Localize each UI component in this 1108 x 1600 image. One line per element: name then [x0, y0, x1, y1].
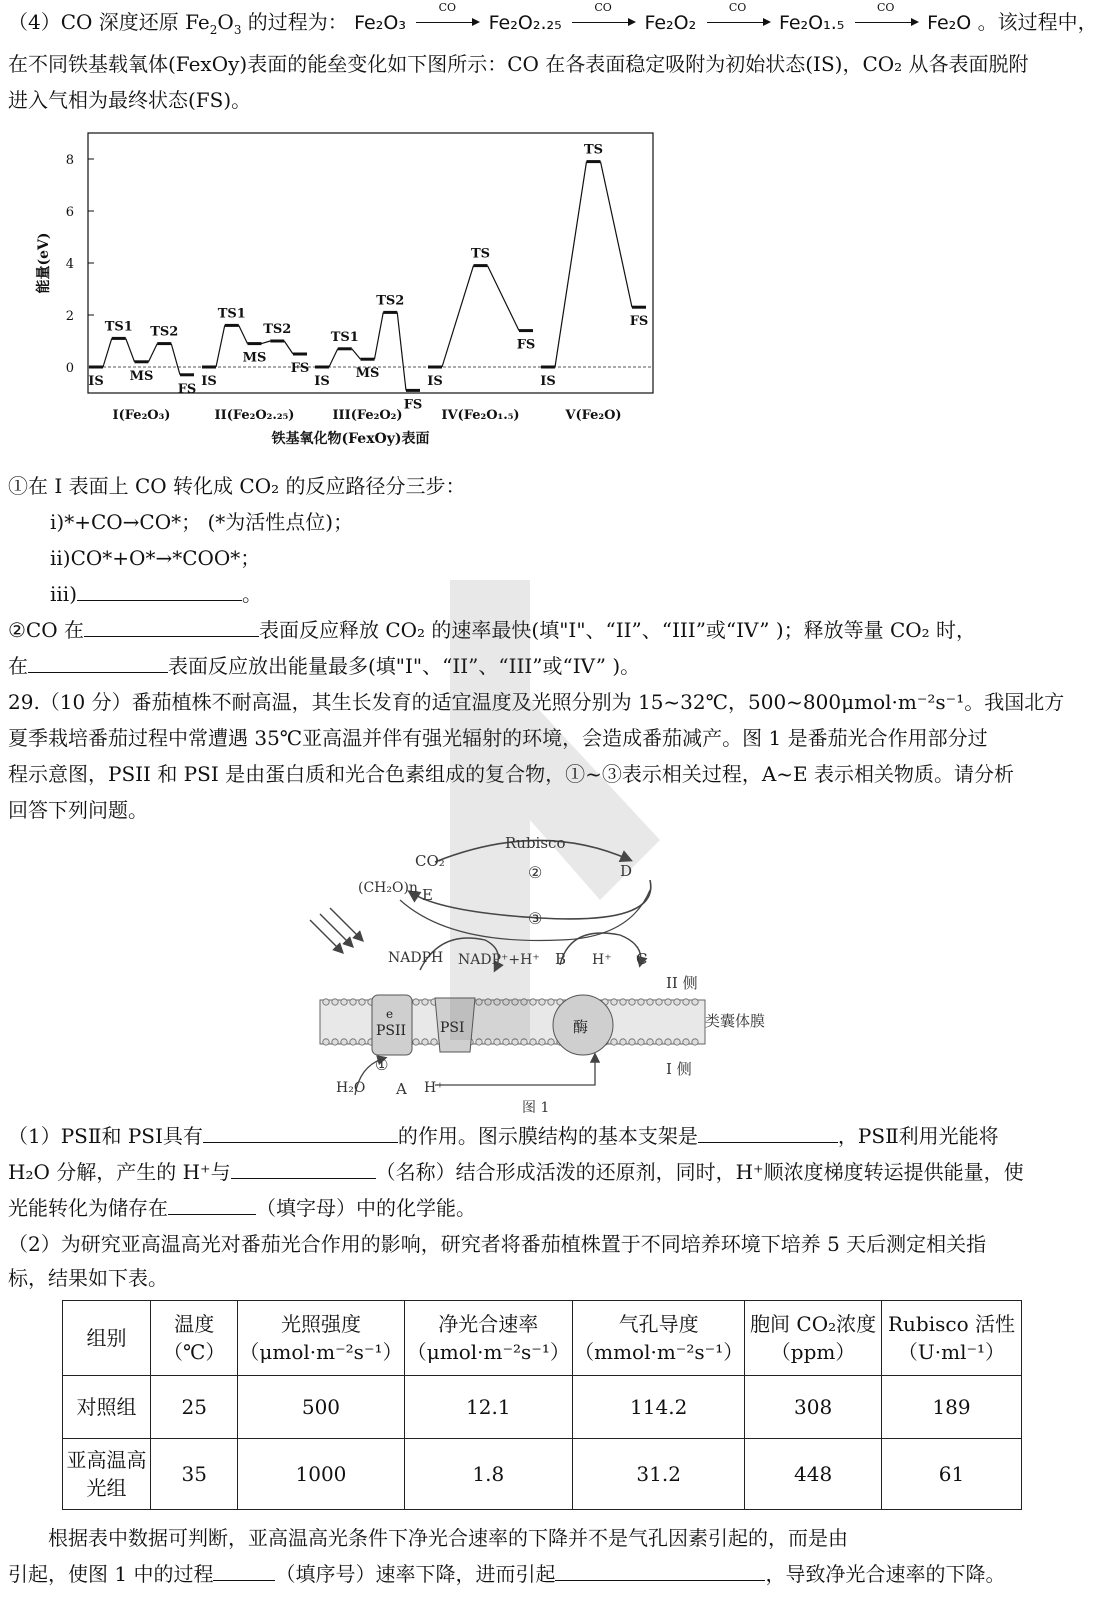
process-1-label: ① [375, 1056, 389, 1074]
y-tick-label: 4 [65, 257, 74, 272]
table-row: 亚高温高光组 35 1000 1.8 31.2 448 61 [63, 1439, 1022, 1510]
state-label: TS1 [104, 319, 133, 335]
energy-path-segment [488, 266, 520, 331]
lipid-head [548, 999, 554, 1005]
lipid-head [413, 1039, 419, 1045]
h2o-label: H₂O [336, 1080, 366, 1096]
header-rubisco: Rubisco 活性（U·ml⁻¹） [881, 1301, 1021, 1376]
energy-path-segment [126, 338, 135, 361]
answer-blank-membrane-frame[interactable] [698, 1122, 838, 1143]
lipid-head [359, 999, 365, 1005]
x-category-label: V(Fe₂O) [565, 408, 622, 423]
lipid-head [512, 1039, 518, 1045]
state-label: TS1 [330, 329, 359, 345]
x-category-label: II(Fe₂O₂.₂₅) [214, 408, 295, 423]
state-label: FS [629, 314, 649, 330]
answer-blank-result[interactable] [555, 1560, 765, 1581]
lipid-head [656, 1039, 662, 1045]
lipid-head [485, 1039, 491, 1045]
energy-path-segment [239, 325, 248, 343]
energy-path-segment [262, 341, 271, 344]
lipid-head [476, 1039, 482, 1045]
energy-path-segment [171, 344, 180, 375]
energy-path-segment [103, 338, 112, 367]
chain-fe2o3: Fe₂O₃ [354, 12, 406, 34]
lipid-head [665, 1039, 671, 1045]
lipid-head [674, 999, 680, 1005]
energy-path-segment [284, 341, 293, 354]
q1-line2: H₂O 分解，产生的 H⁺与 （名称）结合形成活泼的还原剂，同时，H⁺顺浓度梯度转运提供能量，使 [8, 1160, 1024, 1184]
a-label: A [396, 1080, 407, 1098]
side-ii-label: II 侧 [666, 974, 698, 992]
lipid-head [512, 999, 518, 1005]
lipid-head [350, 999, 356, 1005]
answer-blank-step3[interactable] [77, 580, 242, 601]
lipid-head [323, 999, 329, 1005]
q29-line2: 夏季栽培番茄过程中常遭遇 35℃亚高温并伴有强光辐射的环境，会造成番茄减产。图 1 是番茄光合作用部分过 [8, 726, 988, 750]
lipid-head [620, 999, 626, 1005]
lipid-head [674, 1039, 680, 1045]
plot-frame [88, 133, 653, 393]
lipid-head [332, 999, 338, 1005]
state-label: FS [516, 337, 536, 353]
state-label: TS2 [376, 293, 405, 309]
energy-path-segment [555, 162, 587, 367]
q4-step-1: i)*+CO→CO*； (*为活性点位)； [50, 510, 354, 534]
y-tick-label: 0 [65, 361, 74, 376]
b-label: B [555, 950, 567, 968]
lipid-head [494, 1039, 500, 1045]
rubisco-label: Rubisco [505, 834, 566, 852]
header-temp: 温度（℃） [151, 1301, 238, 1376]
lipid-head [503, 1039, 509, 1045]
co2-label: CO₂ [415, 852, 445, 870]
energy-path-segment [149, 344, 158, 362]
lipid-head [350, 1039, 356, 1045]
energy-path-segment [601, 162, 633, 308]
lipid-head [485, 999, 491, 1005]
x-category-label: I(Fe₂O₃) [112, 408, 171, 423]
lipid-head [431, 1039, 437, 1045]
lipid-head [539, 999, 545, 1005]
q4-step-2: ii)CO*+O*→*COO*； [50, 546, 261, 570]
header-stomata: 气孔导度（mmol·m⁻²s⁻¹） [573, 1301, 745, 1376]
lipid-head [611, 999, 617, 1005]
header-light: 光照强度（μmol·m⁻²s⁻¹） [238, 1301, 404, 1376]
chain-fe2o2: Fe₂O₂ [644, 12, 697, 34]
process-2-label: ② [528, 863, 543, 882]
lipid-head [539, 1039, 545, 1045]
tail-line1: 根据表中数据可判断，亚高温高光条件下净光合速率的下降并不是气孔因素引起的，而是由 [48, 1526, 848, 1550]
hplus-label: H⁺ [424, 1080, 444, 1096]
state-label: IS [88, 374, 104, 389]
chain-fe2o: Fe₂O [927, 12, 972, 34]
membrane-label: 类囊体膜 [705, 1012, 766, 1030]
lipid-head [620, 1039, 626, 1045]
state-label: TS2 [263, 322, 292, 337]
lipid-head [665, 999, 671, 1005]
energy-path-segment [216, 325, 225, 367]
lipid-head [692, 999, 698, 1005]
lipid-head [494, 999, 500, 1005]
energy-barrier-chart [30, 125, 670, 465]
lipid-head [647, 1039, 653, 1045]
lipid-head [503, 999, 509, 1005]
chain-fe2o15: Fe₂O₁.₅ [778, 12, 845, 34]
q4-intro-end: 。该过程中， [977, 10, 1098, 34]
state-label: MS [129, 368, 154, 384]
answer-blank-ps-function[interactable] [203, 1122, 398, 1143]
state-label: FS [290, 361, 310, 376]
lipid-head [629, 999, 635, 1005]
lipid-head [647, 999, 653, 1005]
q4-sub-1: ①在 I 表面上 CO 转化成 CO₂ 的反应路径分三步： [8, 474, 466, 498]
lipid-head [341, 1039, 347, 1045]
lipid-head [521, 1039, 527, 1045]
state-label: TS [583, 142, 604, 158]
table-header-row [63, 1301, 1022, 1376]
enzyme-label: 酶 [573, 1018, 589, 1036]
state-label: FS [177, 381, 197, 397]
x-category-label: III(Fe₂O₂) [332, 408, 403, 423]
x-category-label: IV(Fe₂O₁.₅) [441, 408, 520, 423]
energy-path-segment [442, 266, 474, 367]
d-label: D [620, 862, 633, 880]
photosynthesis-diagram [300, 830, 800, 1120]
y-axis-label: 能量(eV) [36, 232, 52, 294]
header-co2: 胞间 CO₂浓度（ppm） [745, 1301, 882, 1376]
reaction-arrow: CO [703, 8, 773, 36]
lipid-head [323, 1039, 329, 1045]
q1-line3: 光能转化为储存在 （填字母）中的化学能。 [8, 1196, 476, 1220]
results-table [62, 1300, 1022, 1510]
state-label: TS [470, 246, 491, 262]
q4-intro-line: （4）CO 深度还原 $Fe_2O_3$ 的过程为： Fe₂O₃ CO Fe₂O₂.₂₅ CO Fe₂O₂ CO Fe₂O₁.₅ CO Fe₂O 。该过程中， [8, 1, 1098, 37]
lipid-head [629, 1039, 635, 1045]
answer-blank-reductant[interactable] [231, 1158, 376, 1179]
q29-line3: 程示意图，PSII 和 PSI 是由蛋白质和光合色素组成的复合物，①~③表示相关过程，A~E 表示相关物质。请分析 [8, 762, 1015, 786]
state-label: IS [314, 374, 330, 389]
nadph-label: NADPH [388, 950, 444, 966]
reaction-arrow: CO [412, 8, 482, 36]
lipid-head [683, 999, 689, 1005]
lipid-head [692, 1039, 698, 1045]
nadp-label: NADP⁺+H⁺ [458, 952, 540, 968]
lipid-head [422, 1039, 428, 1045]
table-row: 对照组 25 500 12.1 114.2 308 189 [63, 1376, 1022, 1439]
psi-label: PSI [440, 1020, 465, 1036]
lipid-head [530, 999, 536, 1005]
answer-blank-letters[interactable] [168, 1194, 256, 1215]
lipid-head [638, 999, 644, 1005]
q4-intro-text: （4）CO 深度还原 Fe [8, 10, 210, 34]
q4-step-3: iii) 。 [50, 582, 262, 606]
q4-line3: 进入气相为最终状态(FS)。 [8, 88, 252, 112]
energy-path-segment [375, 312, 384, 359]
header-net-rate: 净光合速率（μmol·m⁻²s⁻¹） [404, 1301, 573, 1376]
psii-label: PSII [376, 1023, 407, 1039]
q4-line2: 在不同铁基载氧体(FexOy)表面的能垒变化如下图所示：CO 在各表面稳定吸附为初始状态(IS)，CO₂ 从各表面脱附 [8, 52, 1029, 76]
state-label: TS2 [150, 324, 179, 340]
lipid-head [683, 1039, 689, 1045]
q4-sub-2: ②CO 在 表面反应释放 CO₂ 的速率最快(填"I"、“II”、“III”或“IV” )；释放等量 CO₂ 时， [8, 618, 977, 642]
q4-sub-3: 在 表面反应放出能量最多(填"I"、“II”、“III”或“IV” )。 [8, 654, 641, 678]
lipid-head [521, 999, 527, 1005]
state-label: IS [540, 374, 556, 389]
lipid-head [656, 999, 662, 1005]
q29-line1: 29.（10 分）番茄植株不耐高温，其生长发育的适宜温度及光照分别为 15~32℃，500~800μmol·m⁻²s⁻¹。我国北方 [8, 690, 1065, 714]
lipid-head [422, 999, 428, 1005]
lipid-head [359, 1039, 365, 1045]
q2-line1: （2）为研究亚高温高光对番茄光合作用的影响，研究者将番茄植株置于不同培养环境下培养 5 天后测定相关指 [8, 1232, 987, 1256]
state-label: MS [355, 366, 380, 382]
state-label: MS [242, 350, 267, 366]
tail-line2: 引起，使图 1 中的过程 （填序号）速率下降，进而引起 ，导致净光合速率的下降。 [8, 1562, 1006, 1586]
y-tick-label: 8 [65, 153, 74, 168]
lipid-head [476, 999, 482, 1005]
q1-line1: （1）PSⅡ和 PSⅠ具有 的作用。图示膜结构的基本支架是 ，PSⅡ利用光能将 [8, 1124, 999, 1148]
q29-line4: 回答下列问题。 [8, 798, 148, 822]
reaction-arrow: CO [568, 8, 638, 36]
ch2o-label: (CH₂O)n [358, 880, 418, 896]
figure-caption: 图 1 [522, 1100, 550, 1116]
e-label: E [422, 886, 433, 904]
header-group: 组别 [63, 1301, 151, 1376]
lipid-head [638, 1039, 644, 1045]
side-i-label: I 侧 [666, 1060, 692, 1078]
answer-blank-most-energy[interactable] [28, 652, 168, 673]
process-3-label: ③ [528, 909, 543, 928]
c-label: C [636, 950, 648, 968]
answer-blank-process[interactable] [213, 1560, 275, 1581]
y-tick-label: 6 [65, 205, 74, 220]
lipid-head [413, 999, 419, 1005]
state-label: FS [403, 397, 423, 413]
lipid-head [611, 1039, 617, 1045]
energy-path-segment [397, 312, 406, 390]
lipid-head [530, 1039, 536, 1045]
h-label: H⁺ [592, 952, 612, 968]
lipid-head [548, 1039, 554, 1045]
state-label: IS [201, 374, 217, 389]
x-axis-label: 铁基氧化物(FexOy)表面 [271, 431, 430, 447]
energy-path-segment [329, 349, 338, 367]
y-tick-label: 2 [65, 309, 74, 324]
q2-line2: 标，结果如下表。 [8, 1266, 168, 1290]
answer-blank-fastest[interactable] [84, 616, 259, 637]
electron-label: e [386, 1007, 394, 1021]
chain-fe2o225: Fe₂O₂.₂₅ [488, 12, 562, 34]
reaction-arrow: CO [851, 8, 921, 36]
state-label: TS1 [217, 306, 246, 322]
energy-path-segment [352, 349, 361, 359]
state-label: IS [427, 374, 443, 389]
lipid-head [332, 1039, 338, 1045]
lipid-head [341, 999, 347, 1005]
